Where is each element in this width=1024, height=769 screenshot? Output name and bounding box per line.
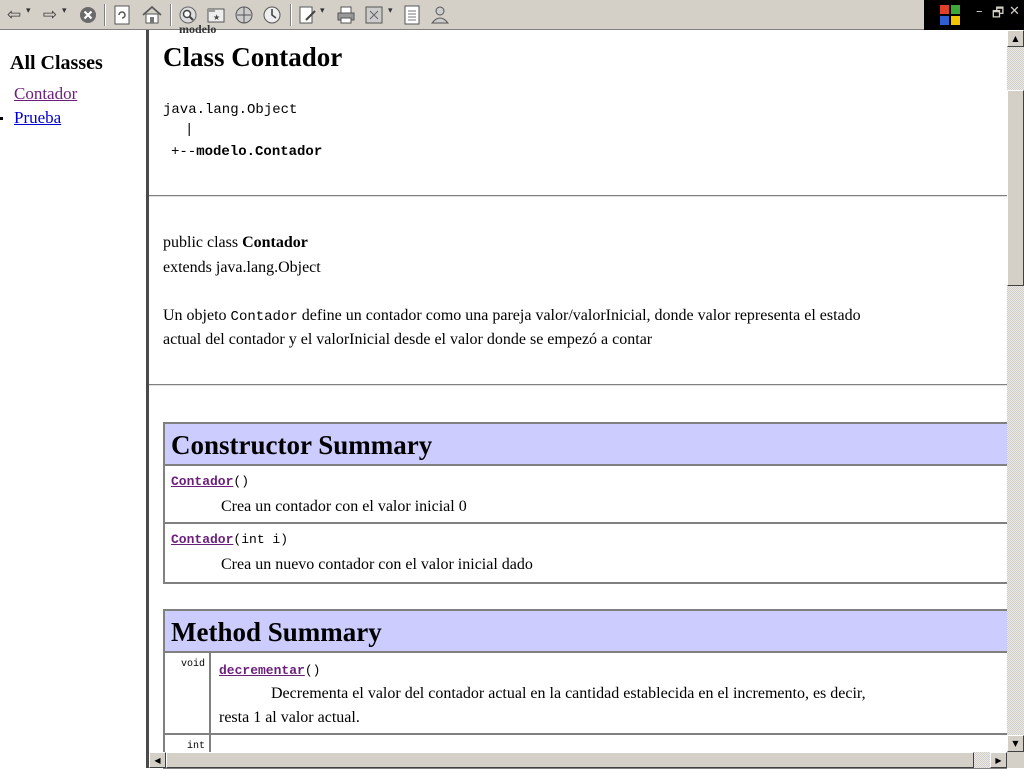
history-icon[interactable] bbox=[260, 3, 284, 27]
divider bbox=[149, 195, 1007, 197]
hierarchy-class: modelo.Contador bbox=[196, 144, 323, 160]
class-declaration bbox=[163, 232, 308, 254]
description-part1: Un objeto bbox=[163, 307, 231, 324]
method-description-line1: Decrementa el valor del contador actual en la cantidad establecida en el incremento, es decir, bbox=[271, 685, 866, 702]
table-row bbox=[165, 466, 1007, 524]
scrollbar-corner bbox=[1007, 752, 1024, 768]
class-link-contador[interactable]: Contador bbox=[14, 84, 78, 103]
constructor-params: (int i) bbox=[233, 532, 289, 547]
method-link[interactable]: decrementar bbox=[219, 663, 305, 678]
scroll-right-icon[interactable]: ▶ bbox=[990, 752, 1007, 768]
windows-logo-icon[interactable] bbox=[940, 5, 960, 25]
edit-dropdown-icon[interactable]: ▾ bbox=[320, 6, 325, 16]
class-description-line1 bbox=[163, 305, 1013, 328]
method-signature bbox=[219, 663, 320, 678]
window-control-area bbox=[924, 0, 1024, 30]
restore-icon[interactable]: 🗗 bbox=[992, 6, 1005, 21]
channels-icon[interactable] bbox=[232, 3, 256, 27]
constructor-link[interactable]: Contador bbox=[171, 474, 234, 489]
forward-icon[interactable]: ⇨ bbox=[42, 5, 58, 25]
description-code: Contador bbox=[230, 309, 298, 325]
declaration-prefix: public class bbox=[163, 234, 243, 251]
class-list-frame bbox=[0, 30, 146, 768]
constructor-summary-table bbox=[163, 422, 1007, 584]
print-icon[interactable] bbox=[334, 3, 358, 27]
class-description-line2: actual del contador y el valorInicial desde el valor donde se empezó a contar bbox=[163, 331, 653, 348]
home-icon[interactable] bbox=[140, 3, 164, 27]
all-classes-heading: All Classes bbox=[10, 52, 103, 74]
hierarchy-pipe: | bbox=[185, 122, 194, 138]
constructor-link[interactable]: Contador bbox=[171, 532, 234, 547]
return-type: void bbox=[180, 659, 205, 670]
hierarchy-root: java.lang.Object bbox=[163, 102, 298, 118]
forward-dropdown-icon[interactable]: ▾ bbox=[62, 6, 67, 16]
description-part2: define un contador como una pareja valor/valorInicial, donde valor representa el estado bbox=[297, 307, 861, 324]
horizontal-scroll-thumb[interactable] bbox=[166, 752, 974, 768]
hierarchy-child bbox=[171, 144, 322, 160]
page-icon[interactable] bbox=[400, 3, 424, 27]
back-icon[interactable]: ⇦ bbox=[6, 5, 22, 25]
constructor-summary-heading: Constructor Summary bbox=[165, 424, 1007, 466]
method-summary-table bbox=[163, 609, 1007, 769]
return-type: int bbox=[186, 741, 205, 752]
divider bbox=[149, 384, 1007, 386]
back-dropdown-icon[interactable]: ▾ bbox=[26, 6, 31, 16]
scroll-down-icon[interactable]: ▼ bbox=[1007, 735, 1024, 752]
constructor-description: Crea un nuevo contador con el valor inicial dado bbox=[221, 556, 533, 573]
refresh-icon[interactable] bbox=[110, 3, 134, 27]
class-extends: extends java.lang.Object bbox=[163, 259, 321, 276]
fullscreen-dropdown-icon[interactable]: ▾ bbox=[388, 6, 393, 16]
horizontal-scrollbar[interactable] bbox=[149, 752, 1007, 768]
method-params: () bbox=[304, 663, 321, 678]
class-link-prueba[interactable]: Prueba bbox=[14, 108, 62, 127]
minimize-icon[interactable]: – bbox=[976, 4, 983, 19]
hierarchy-connector: +-- bbox=[171, 144, 197, 160]
package-label: modelo bbox=[179, 22, 217, 36]
bullet-marker bbox=[0, 117, 3, 120]
svg-text:★: ★ bbox=[213, 13, 221, 22]
class-doc-content bbox=[149, 22, 1007, 752]
page-title: Class Contador bbox=[163, 42, 343, 72]
close-icon[interactable]: ✕ bbox=[1009, 4, 1020, 19]
constructor-signature bbox=[171, 532, 288, 547]
user-icon[interactable] bbox=[428, 3, 452, 27]
method-description-line2: resta 1 al valor actual. bbox=[219, 709, 360, 726]
constructor-params: () bbox=[233, 474, 250, 489]
declaration-name: Contador bbox=[242, 234, 308, 251]
table-row bbox=[165, 653, 1007, 735]
constructor-signature bbox=[171, 474, 249, 489]
stop-icon[interactable] bbox=[76, 3, 100, 27]
vertical-scroll-thumb[interactable] bbox=[1007, 90, 1024, 286]
constructor-description: Crea un contador con el valor inicial 0 bbox=[221, 498, 467, 515]
vertical-scrollbar[interactable] bbox=[1007, 30, 1024, 752]
scroll-up-icon[interactable]: ▲ bbox=[1007, 30, 1024, 47]
edit-icon[interactable] bbox=[296, 3, 320, 27]
return-type-cell bbox=[165, 653, 211, 733]
scroll-left-icon[interactable]: ◀ bbox=[149, 752, 166, 768]
fullscreen-icon[interactable] bbox=[362, 3, 386, 27]
browser-toolbar bbox=[0, 0, 1024, 30]
method-summary-heading: Method Summary bbox=[165, 611, 1007, 653]
table-row bbox=[165, 524, 1007, 582]
